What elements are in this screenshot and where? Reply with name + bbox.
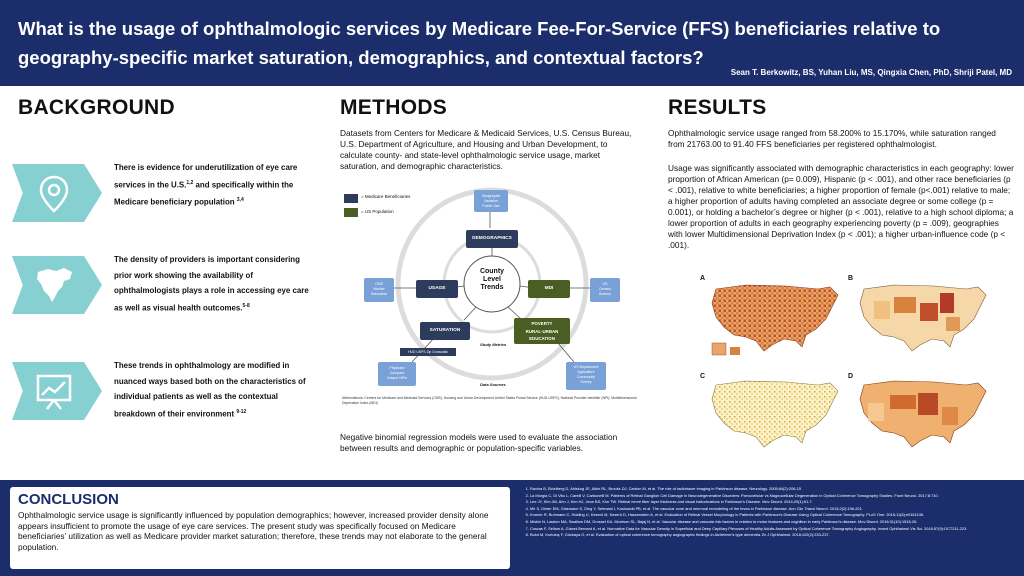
reference-item: 5. Kromer R, Buhmann C, Hidding U, Keserü M, Keserü D, Hassenstein A, et al. Evaluation of Retinal Vessel Morphology in Patients with Parkinson's Disease Using Optical Coherence Tomography. PLoS One. 2016;11(8):e0161136. bbox=[530, 512, 1016, 519]
legend-medicare-swatch bbox=[344, 194, 358, 203]
background-item bbox=[12, 160, 317, 232]
map-b-state-usage bbox=[854, 277, 994, 363]
legend-medicare-label: = Medicare Beneficiaries bbox=[361, 194, 411, 199]
results-paragraph-2: Usage was significantly associated with demographic characteristics in each geography: lower proportion of African American (p= 0.009), Hispanic (p < .001), and other race beneficiaries (p < .001), relative to white beneficiaries; a higher proportion of female (p<.001) relative to male; a higher proportion of adults having completed an associate degree or some college (p = 0.001), or holding a bachelor’s degree or higher (p < .001), relative to a high school diploma; a lower proportion of adults in each geography experiencing poverty (p = .009), geographies with lower Multidimensional Deprivation Index (p < .001); a higher urban-influence code (p < .001). bbox=[668, 163, 1014, 250]
results-paragraph-1: Ophthalmologic service usage ranged from 58.200% to 15.170%, while saturation ranged from 21763.00 to 91.40 FFS beneficiaries per registered ophthalmologist. bbox=[668, 128, 996, 149]
center-county-trends: County Level Trends bbox=[479, 268, 505, 291]
conclusion-heading: CONCLUSION bbox=[18, 491, 119, 508]
methods-footer: Negative binomial regression models were used to evaluate the association between results and demographic or population-specific variables. bbox=[340, 432, 618, 453]
reference-item: 7. Coscas F, Sellam A, Glacet-Bernard A, et al. Normative Data for Vascular Density in Superficial and Deep Capillary Plexuses of Healthy Adults Assessed by Optical Coherence Tomography Angiography. Invest Ophthalmol Vis Sci. 2016;57(9):OCT211-223. bbox=[530, 526, 1016, 533]
reference-item: 8. Bulut M, Kurtuluş F, Gözkaya O, et al. Evaluation of optical coherence tomography angiographic findings in Alzheimer's type dementia. Br J Ophthalmol. 2018;102(2):233-237. bbox=[530, 532, 1016, 539]
background-arrow-shape bbox=[12, 256, 102, 314]
node-saturation: SATURATION bbox=[420, 322, 470, 340]
map-c-county-saturation bbox=[706, 373, 846, 459]
map-label-a: A bbox=[700, 275, 706, 282]
map-d-state-saturation bbox=[854, 373, 994, 459]
reference-item: 4. Mir S, Dinter EM, Glasmann S, Ding Y, Selewski I, Koslowski PB, et al. The vascular zone and neuronal remodeling of the fovea in Parkinson disease. Ann Clin Transl Neurol. 2015;2(2):196-201. bbox=[530, 506, 1016, 513]
data-sources-label: Data Sources bbox=[480, 382, 506, 387]
map-label-c: C bbox=[700, 373, 706, 380]
map-a-county-usage bbox=[706, 277, 846, 363]
background-text-2: The density of providers is important considering prior work showing the availability of ophthalmologists plays a role in accessing eye care as well as visual health outcomes.$^{5-8}$ bbox=[114, 255, 309, 313]
map-label-d: D bbox=[848, 373, 854, 380]
north-america-map-icon bbox=[34, 266, 76, 306]
source-cms-market: CMS Market Saturation bbox=[364, 278, 394, 302]
diagram-abbreviations: Abbreviations: Centers for Medicare and Medicaid Services (CMS), Housing and Urban Development United States Postal Service (HUD-USPS), National Provider Identifier (NPI), Multidimensional Deprivation Index (MDI) bbox=[342, 396, 637, 405]
source-usda: US Department Agriculture Community Survey bbox=[566, 362, 606, 390]
methods-intro: Datasets from Centers for Medicare & Medicaid Services, U.S. Census Bureau, U.S. Department of Agriculture, and Housing and Urban Development, to calculate county- and state-level ophthalmologic service usage, market saturation, and demographic characteristics. bbox=[340, 128, 632, 171]
reference-item: 6. Miskin N, Lawton MA, Swallow DM, Grosset KA, Morrison SL, Bajaj N, et al. Vascular disease and vascular risk factors in relation to motor features and cognition in early Parkinson's disease. Mov Disord. 2016;31(10):1518-26. bbox=[530, 519, 1016, 526]
background-text-1: There is evidence for underutilization of eye care services in the U.S.$^{1,2}$ and specifically within the Medicare beneficiary population $^{3,4}$ bbox=[114, 163, 298, 207]
reference-item: 3. Lee JY, Kim JM, Ahn J, Kim HJ, Jeon BS, Kim TW. Retinal nerve fiber layer thickness and visual hallucinations in Parkinson's Disease. Mov Disord. 2014;29(1):61-7. bbox=[530, 499, 1016, 506]
background-heading: BACKGROUND bbox=[18, 96, 175, 119]
source-crosswalk: HUD USPS Zip Crosswalk bbox=[400, 348, 456, 356]
reference-item: 1. Ravina B, Eidelberg D, Ahlskog JE, Albin RL, Brooks DJ, Carbon M, et al. The role of radiotracer imaging in Parkinson disease. Neurology. 2005;64(2):208-15 bbox=[530, 486, 1016, 493]
results-heading: RESULTS bbox=[668, 96, 767, 119]
source-physician-compare: Physician Compare Unique NPIs bbox=[378, 362, 416, 386]
authors-line: Sean T. Berkowitz, BS, Yuhan Liu, MS, Qingxia Chen, PhD, Shriji Patel, MD bbox=[730, 68, 1012, 77]
background-item bbox=[12, 358, 317, 430]
legend-us-swatch bbox=[344, 208, 358, 217]
background-arrow-shape bbox=[12, 362, 102, 420]
location-pin-icon bbox=[34, 174, 74, 214]
background-text-3: These trends in ophthalmology are modified in nuanced ways based both on the characteristics of individual patients as well as the contextual breakdown of their environment $^{9-12}$ bbox=[114, 361, 306, 419]
references-list bbox=[520, 486, 1016, 539]
background-arrow-shape bbox=[12, 164, 102, 222]
node-poverty: POVERTY RURAL-URBAN EDUCATION bbox=[514, 318, 570, 344]
source-us-census: US Census Bureau bbox=[590, 278, 620, 302]
results-maps bbox=[700, 275, 1020, 455]
study-metrics-label: Study Metrics bbox=[480, 342, 507, 347]
methods-diagram bbox=[340, 186, 640, 416]
conclusion-text: Ophthalmologic service usage is significantly influenced by population demographics; however, increased provider density alone appears insufficient to promote the usage of eye care services. The present study was specifically focused on Medicare beneficiaries’ utilization as well as Medicare provider market saturation; therefore, these trends may not elaborate to the general population. bbox=[18, 510, 489, 552]
map-label-b: B bbox=[848, 275, 854, 282]
reference-item: 2. La Morgia C, Di Vito L, Carelli V, Carbonelli M. Patterns of Retinal Ganglion Cell Damage in Neurodegenerative Disorders: Parvocellular vs Magnocellular Degeneration in Optical Coherence Tomography Studies. Front Neurol. 2017;8:710. bbox=[530, 493, 1016, 500]
legend-us-label: = US Population bbox=[361, 209, 394, 214]
poster-title: What is the usage of ophthalmologic services by Medicare Fee-For-Service (FFS) beneficiaries relative to geography-specific market saturation, demographics, and contextual factors? bbox=[18, 18, 941, 68]
node-usage: USAGE bbox=[416, 280, 458, 298]
methods-heading: METHODS bbox=[340, 96, 448, 119]
node-demographics: DEMOGRAPHICS bbox=[466, 230, 518, 248]
source-geographic-variation: Geographic Variation Public Use bbox=[474, 190, 508, 212]
background-item bbox=[12, 252, 317, 324]
node-mdi: MDI bbox=[528, 280, 570, 298]
presentation-chart-icon bbox=[34, 372, 74, 412]
conclusion-box bbox=[10, 487, 510, 569]
header-banner bbox=[0, 0, 1024, 86]
